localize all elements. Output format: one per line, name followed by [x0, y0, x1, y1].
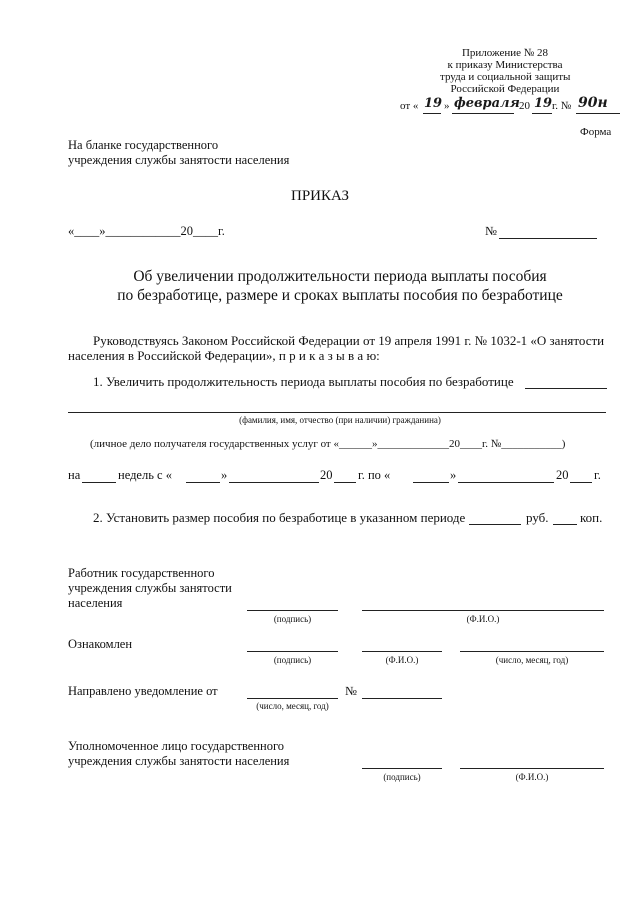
- form-label: Форма: [580, 126, 612, 138]
- worker-line-2: учреждения службы занятости: [68, 581, 232, 595]
- worker-fio-line: [362, 610, 604, 611]
- item1-personal-file: (личное дело получателя государственных услуг от «______»_____________20____г. №___________): [90, 438, 566, 450]
- worker-line-3: населения: [68, 596, 123, 610]
- item1-g-po: г. по «: [358, 468, 391, 482]
- preamble-line-1: Руководствуясь Законом Российской Федерации от 19 апреля 1991 г. № 1032-1 «О занятости: [93, 333, 605, 348]
- page-title: ПРИКАЗ: [291, 188, 349, 204]
- worker-signature-line: [247, 610, 338, 611]
- appendix-line-4: Российской Федерации: [450, 83, 560, 95]
- item2-kop: коп.: [580, 510, 603, 525]
- authorized-line-2: учреждения службы занятости населения: [68, 754, 290, 768]
- order-date-template: «____»____________20____г.: [68, 224, 225, 238]
- worker-line-1: Работник государственного: [68, 566, 215, 580]
- appendix-date-prefix: от «: [400, 100, 419, 112]
- order-number-label: №: [485, 224, 497, 238]
- appendix-line-1: Приложение № 28: [461, 47, 549, 59]
- acquainted-date-caption: (число, месяц, год): [495, 655, 569, 665]
- subject-line-1: Об увеличении продолжительности периода выплаты пособия: [133, 268, 547, 285]
- item2-text: 2. Установить размер пособия по безработице в указанном периоде: [93, 510, 466, 525]
- item1-value-line: [525, 388, 607, 389]
- item1-fio-line: [68, 412, 606, 413]
- appendix-number-sign: г. №: [552, 100, 572, 112]
- acquainted-label: Ознакомлен: [68, 637, 133, 651]
- appendix-month-line: [452, 113, 514, 114]
- appendix-number: 90н: [578, 95, 608, 111]
- appendix-line-2: к приказу Министерства: [447, 59, 563, 71]
- appendix-year-line: [532, 113, 552, 114]
- appendix-month: февраля: [454, 96, 520, 111]
- appendix-day-line: [423, 113, 441, 114]
- letterhead-line-1: На бланке государственного: [68, 138, 219, 152]
- appendix-day: 19: [424, 96, 443, 111]
- notice-sent-label: Направлено уведомление от: [68, 684, 218, 698]
- appendix-block: [440, 47, 570, 95]
- worker-fio-caption: (Ф.И.О.): [466, 614, 500, 624]
- order-number-line: [499, 238, 597, 239]
- notice-number-sign: №: [345, 684, 357, 698]
- item2-rub: руб.: [526, 510, 549, 525]
- preamble-line-2: населения в Российской Федерации», п р и к а з ы в а ю:: [68, 348, 380, 363]
- appendix-line-3: труда и социальной защиты: [440, 71, 571, 83]
- authorized-line-1: Уполномоченное лицо государственного: [68, 739, 285, 753]
- item1-text: 1. Увеличить продолжительность периода выплаты пособия по безработице: [93, 374, 514, 389]
- subject-line-2: по безработице, размере и сроках выплаты пособия по безработице: [117, 287, 563, 304]
- letterhead-line-2: учреждения службы занятости населения: [68, 153, 290, 167]
- item1-weeks: недель с «: [118, 468, 172, 482]
- appendix-year-prefix: 20: [519, 100, 530, 112]
- appendix-year-suffix: 19: [534, 96, 553, 111]
- item1-fio-caption: (фамилия, имя, отчество (при наличии) гражданина): [239, 415, 441, 425]
- appendix-number-line: [576, 113, 620, 114]
- worker-signature-caption: (подпись): [273, 614, 312, 624]
- item1-na: на: [68, 468, 81, 482]
